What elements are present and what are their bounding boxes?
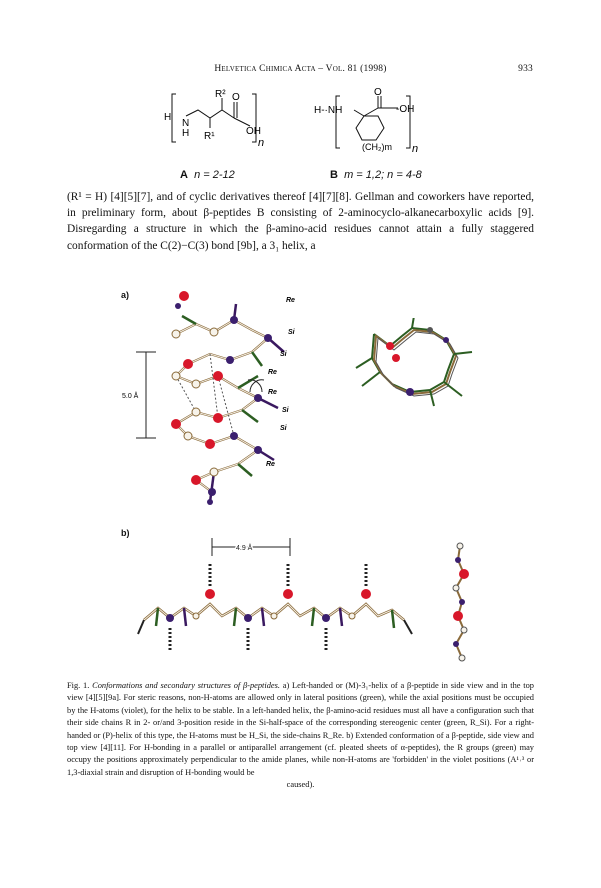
atom-n: N xyxy=(182,118,190,129)
extended-side-view xyxy=(130,528,430,668)
atom-oh: -OH xyxy=(396,104,415,115)
subscript-n: n xyxy=(412,143,419,154)
panel-a-label: a) xyxy=(121,290,130,300)
caption-title: Conformations and secondary structures of β-peptides. xyxy=(92,681,280,690)
atom-ch2: (CH₂)m xyxy=(362,142,392,152)
scale-a-label: 5.0 Å xyxy=(122,393,139,400)
atom-oh: OH xyxy=(246,126,261,137)
paragraph-text: (R¹ = H) [4][5][7], and of cyclic derivatives thereof [4][7][8]. Gellman and coworkers have reported, in preliminary form, about β-peptides B consisting of 2-aminocyclo-alkanecarboxylic acids [9]. Disregarding a structure in which the β-amino-acid residues cannot attain a fully staggered conformation of the C(2)−C(3) bond [9b], a 3₁ helix, a xyxy=(67,191,534,252)
label-si-3: Si xyxy=(282,407,289,414)
caption-end: caused). xyxy=(286,780,315,790)
panel-b-label: b) xyxy=(121,528,130,538)
atom-r2: R² xyxy=(215,89,226,100)
atom-r1: R¹ xyxy=(204,131,215,142)
structure-a-letter: A xyxy=(180,169,188,181)
body-paragraph xyxy=(67,189,534,254)
label-re-1: Re xyxy=(286,297,295,304)
helix-side-view xyxy=(118,280,328,520)
label-re-4: Re xyxy=(266,461,275,468)
scale-b-label: 4.9 Å xyxy=(236,545,253,552)
caption-lead: Fig. 1. xyxy=(67,681,90,690)
label-si-4: Si xyxy=(280,425,287,432)
atom-hnh: H-·NH xyxy=(314,105,343,116)
subscript-n: n xyxy=(258,137,265,149)
atom-o: O xyxy=(232,92,240,103)
structure-b-letter: B xyxy=(330,169,338,181)
atom-h2: H xyxy=(182,128,190,139)
structure-a-range: n = 2-12 xyxy=(194,169,235,181)
structure-a-label xyxy=(180,169,235,181)
journal-title: Helvetica Chimica Acta – Vol. 81 (1998) xyxy=(214,64,387,74)
running-header xyxy=(0,64,601,78)
label-si-1: Si xyxy=(288,329,295,336)
structure-b-drawing xyxy=(312,86,452,154)
figure-caption xyxy=(67,680,534,792)
structure-b-label xyxy=(330,169,422,181)
page-number: 933 xyxy=(518,64,533,74)
label-re-2: Re xyxy=(268,369,277,376)
extended-top-view xyxy=(440,540,480,670)
label-si-2: Si xyxy=(280,351,287,358)
atom-h: H xyxy=(164,112,172,123)
helix-top-view xyxy=(350,318,480,408)
structure-a-drawing xyxy=(160,88,300,150)
atom-o: O xyxy=(374,87,382,98)
label-re-3: Re xyxy=(268,389,277,396)
structure-b-range: m = 1,2; n = 4-8 xyxy=(344,169,422,181)
caption-text: a) Left-handed or (M)-3₁-helix of a β-peptide in side view and in the top view [4][5][9a]. For steric reasons, non-H-atoms are allowed only in lateral positions (green), while the axial positions must be occupied by the H-atoms (violet), for the helix to be stable. In a left-handed helix, the β-amino-acid residues must all have a configuration such that their side chains R in 2- or/and 3-position reside in the Si-half-space of the corresponding stereogenic center (green, R_Si). For a right-handed or (P)-helix of this type, the H-atoms must be H_Si, the side-chains R_Re. b) Extended conformation of a β-peptide, side view and top view [4][11]. For H-bonding in a parallel or antiparallel arrangement (cf. pleated sheets of α-peptides), the R groups (green) may occupy the positions approximately perpendicular to the amide planes, while non-H-atoms are 'forbidden' in the violet positions (A¹˒³ or 1,3-diaxial strain and disruption of H-bonding would be xyxy=(67,681,534,777)
